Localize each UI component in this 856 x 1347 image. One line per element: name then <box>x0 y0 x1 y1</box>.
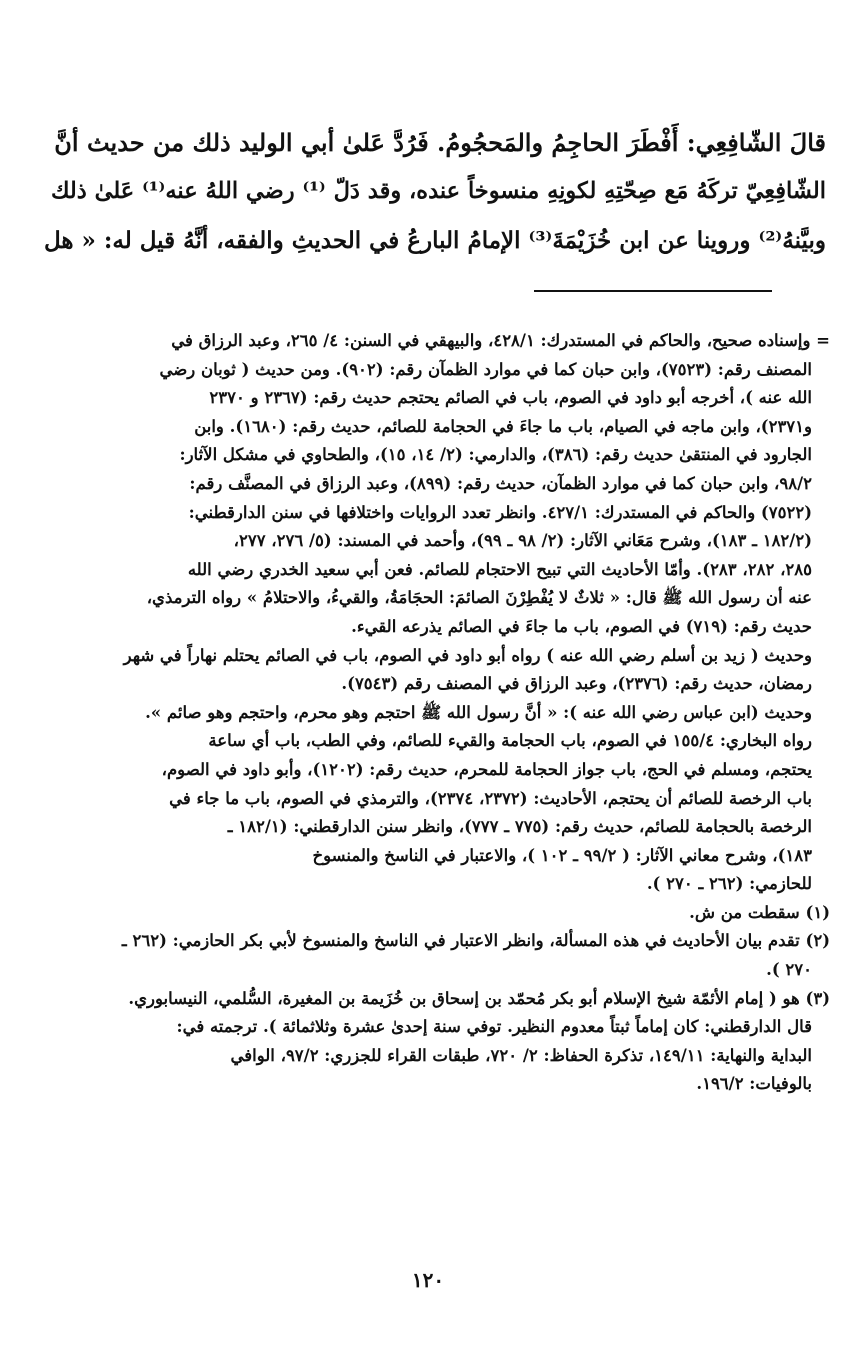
footnote-1: (١) سقطت من ش. <box>689 902 830 922</box>
footnote-line: ٩٨/٢، وابن حبان كما في موارد الظمآن، حديث رقم: (٨٩٩)، وعبد الرزاق في المصنَّف رقم: <box>189 473 812 493</box>
footnote-line: ١٨٣)، وشرح معاني الآثار: ( ٩٩/٢ ـ ١٠٢ )، والاعتبار في الناسخ والمنسوخ <box>312 845 812 865</box>
footnote-line: باب الرخصة للصائم أن يحتجم، الأحاديث: (٢٣٧٢، ٢٣٧٤)، والترمذي في الصوم، باب ما جاء في <box>169 788 812 808</box>
page-number: ١٢٠ <box>411 1268 445 1292</box>
footnote-line: و٢٣٧١)، وابن ماجه في الصيام، باب ما جاءَ في الحجامة للصائم، حديث رقم: (١٦٨٠). وابن <box>194 416 812 436</box>
footnote-line: وحديث ( زيد بن أسلم رضي الله عنه ) رواه أبو داود في الصوم، باب في الصائم يحتلم نهاراً في شهر <box>123 645 812 665</box>
footnote-line: حديث رقم: (٧١٩) في الصوم، باب ما جاءَ في الصائم يذرعه القيء. <box>351 616 812 636</box>
footnote-line: الرخصة بالحجامة للصائم، حديث رقم: (٧٧٥ ـ ٧٧٧)، وانظر سنن الدارقطني: (١٨٢/١ ـ <box>227 817 812 837</box>
footnote-line: الله عنه )، أخرجه أبو داود في الصوم، باب في الصائم يحتجم حديث رقم: (٢٣٦٧ و ٢٣٧٠ <box>209 388 812 408</box>
footnote-line: ٢٧٠ ). <box>766 960 812 980</box>
footnote-line: = وإسناده صحيح، والحاكم في المستدرك: ٤٢٨/١، والبيهقي في السنن: ٤/ ٢٦٥، وعبد الرزاق في <box>171 331 830 350</box>
footnote-line: بالوفيات: ١٩٦/٢. <box>696 1074 812 1094</box>
footnote-line: (١٨٢/٢ ـ ١٨٣)، وشرح مَعَاني الآثار: (٢/ ٩٨ ـ ٩٩)، وأحمد في المسند: (٥/ ٢٧٦، ٢٧٧، <box>233 531 812 551</box>
footnotes <box>38 327 830 1099</box>
footnote-line: المصنف رقم: (٧٥٢٣)، وابن حبان كما في موارد الظمآن رقم: (٩٠٢). ومن حديث ( ثوبان رضي <box>159 359 812 379</box>
main-text <box>44 118 826 265</box>
footnote-separator <box>534 290 772 292</box>
footnote-line: عنه أن رسول الله ﷺ قال: « ثلاثٌ لا يُفْطِرْنَ الصائمَ: الحجَامَةُ، والقيءُ، والاحتلامُ » رواه الترمذي، <box>146 588 812 608</box>
main-text-line: الشّافِعِيّ تركَهُ مَع صِحّتِهِ لكونِهِ منسوخاً عنده، وقد دَلّ ⁽¹⁾ رضي اللهُ عنه⁽¹⁾ عَلىٰ ذلك <box>50 178 826 204</box>
main-text-line: قالَ الشّافِعِي: أَفْطَرَ الحاجِمُ والمَحجُومُ. فَرُدَّ عَلىٰ أبي الوليد ذلك من حديث أنَّ <box>54 128 826 157</box>
footnote-line: للحازمي: (٢٦٢ ـ ٢٧٠ ). <box>646 874 812 894</box>
footnote-line: (٧٥٢٢) والحاكم في المستدرك: ٤٢٧/١. وانظر تعدد الروايات واختلافها في سنن الدارقطني: <box>188 502 812 522</box>
footnote-line: رمضان، حديث رقم: (٢٣٧٦)، وعبد الرزاق في المصنف رقم (٧٥٤٣). <box>341 674 812 694</box>
footnote-line: ٢٨٥، ٢٨٢، ٢٨٣). وأمّا الأحاديث التي تبيح الاحتجام للصائم. فعن أبي سعيد الخدري رضي الله <box>187 559 812 579</box>
footnote-line: يحتجم، ومسلم في الحج، باب جواز الحجامة للمحرم، حديث رقم: (١٢٠٢)، وأبو داود في الصوم، <box>161 759 812 779</box>
footnote-line: الجارود في المنتقىٰ حديث رقم: (٣٨٦)، والدارمي: (٢/ ١٤، ١٥)، والطحاوي في مشكل الآثار: <box>179 445 812 465</box>
main-text-line: وبيَّنهُ⁽²⁾ وروينا عن ابن خُزَيْمَةَ⁽³⁾ الإمامُ البارعُ في الحديثِ والفقه، أنَّهُ قيل له: « هل <box>44 227 826 254</box>
footnote-line: قال الدارقطني: كان إماماً ثبتاً معدوم النظير. توفي سنة إحدىٰ عشرة وثلاثمائة ). ترجمته في: <box>176 1017 812 1037</box>
footnote-line: وحديث (ابن عباس رضي الله عنه ): « أنَّ رسول الله ﷺ احتجم وهو محرم، واحتجم وهو صائم ». <box>145 702 812 722</box>
footnote-3: (٣) هو ( إمام الأئمّة شيخ الإسلام أبو بكر مُحمّد بن إسحاق بن خُزَيمة بن المغيرة، السُّلمي، النيسابوري. <box>128 988 830 1008</box>
footnote-line: رواه البخاري: ١٥٥/٤ في الصوم، باب الحجامة والقيء للصائم، وفي الطب، باب أي ساعة <box>208 731 812 751</box>
footnote-2: (٢) تقدم بيان الأحاديث في هذه المسألة، وانظر الاعتبار في الناسخ والمنسوخ لأبي بكر الحازمي: (٢٦٢ ـ <box>121 931 830 951</box>
footnote-line: البداية والنهاية: ١٤٩/١١، تذكرة الحفاظ: ٢/ ٧٢٠، طبقات القراء للجزري: ٩٧/٢، الوافي <box>230 1045 812 1065</box>
